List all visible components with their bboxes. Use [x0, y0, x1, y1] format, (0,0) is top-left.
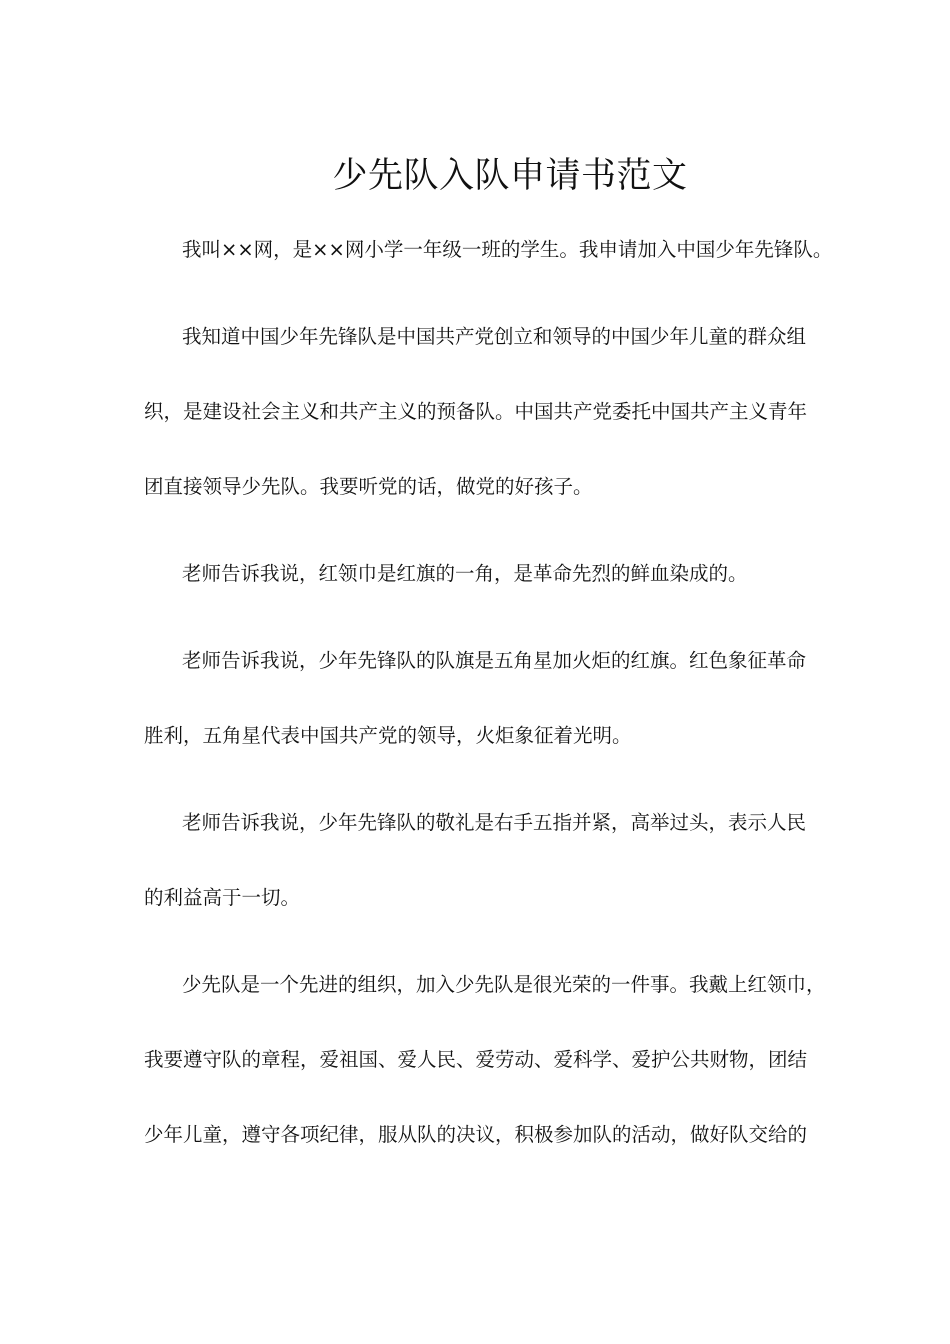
- paragraph-6-line-2: 我要遵守队的章程，爱祖国、爱人民、爱劳动、爱科学、爱护公共财物，团结: [144, 1048, 808, 1071]
- paragraph-5-line-2: 的利益高于一切。: [144, 886, 301, 909]
- paragraph-6-line-3: 少年儿童，遵守各项纪律，服从队的决议，积极参加队的活动，做好队交给的: [144, 1123, 808, 1146]
- paragraph-2-line-3: 团直接领导少先队。我要听党的话，做党的好孩子。: [144, 475, 593, 498]
- paragraph-3-line-1: 老师告诉我说，红领巾是红旗的一角，是革命先烈的鲜血染成的。: [182, 562, 748, 585]
- paragraph-2-line-2: 织，是建设社会主义和共产主义的预备队。中国共产党委托中国共产主义青年: [144, 400, 808, 423]
- paragraph-1-line-1: 我叫××网，是××网小学一年级一班的学生。我申请加入中国少年先锋队。: [182, 238, 833, 261]
- paragraph-4-line-1: 老师告诉我说，少年先锋队的队旗是五角星加火炬的红旗。红色象征革命: [182, 649, 807, 672]
- paragraph-5-line-1: 老师告诉我说，少年先锋队的敬礼是右手五指并紧，高举过头，表示人民: [182, 811, 807, 834]
- paragraph-2-line-1: 我知道中国少年先锋队是中国共产党创立和领导的中国少年儿童的群众组: [182, 325, 807, 348]
- paragraph-4-line-2: 胜利，五角星代表中国共产党的领导，火炬象征着光明。: [144, 724, 632, 747]
- paragraph-6-line-1: 少先队是一个先进的组织，加入少先队是很光荣的一件事。我戴上红领巾，: [182, 973, 826, 996]
- document-title: 少先队入队申请书范文: [332, 156, 688, 196]
